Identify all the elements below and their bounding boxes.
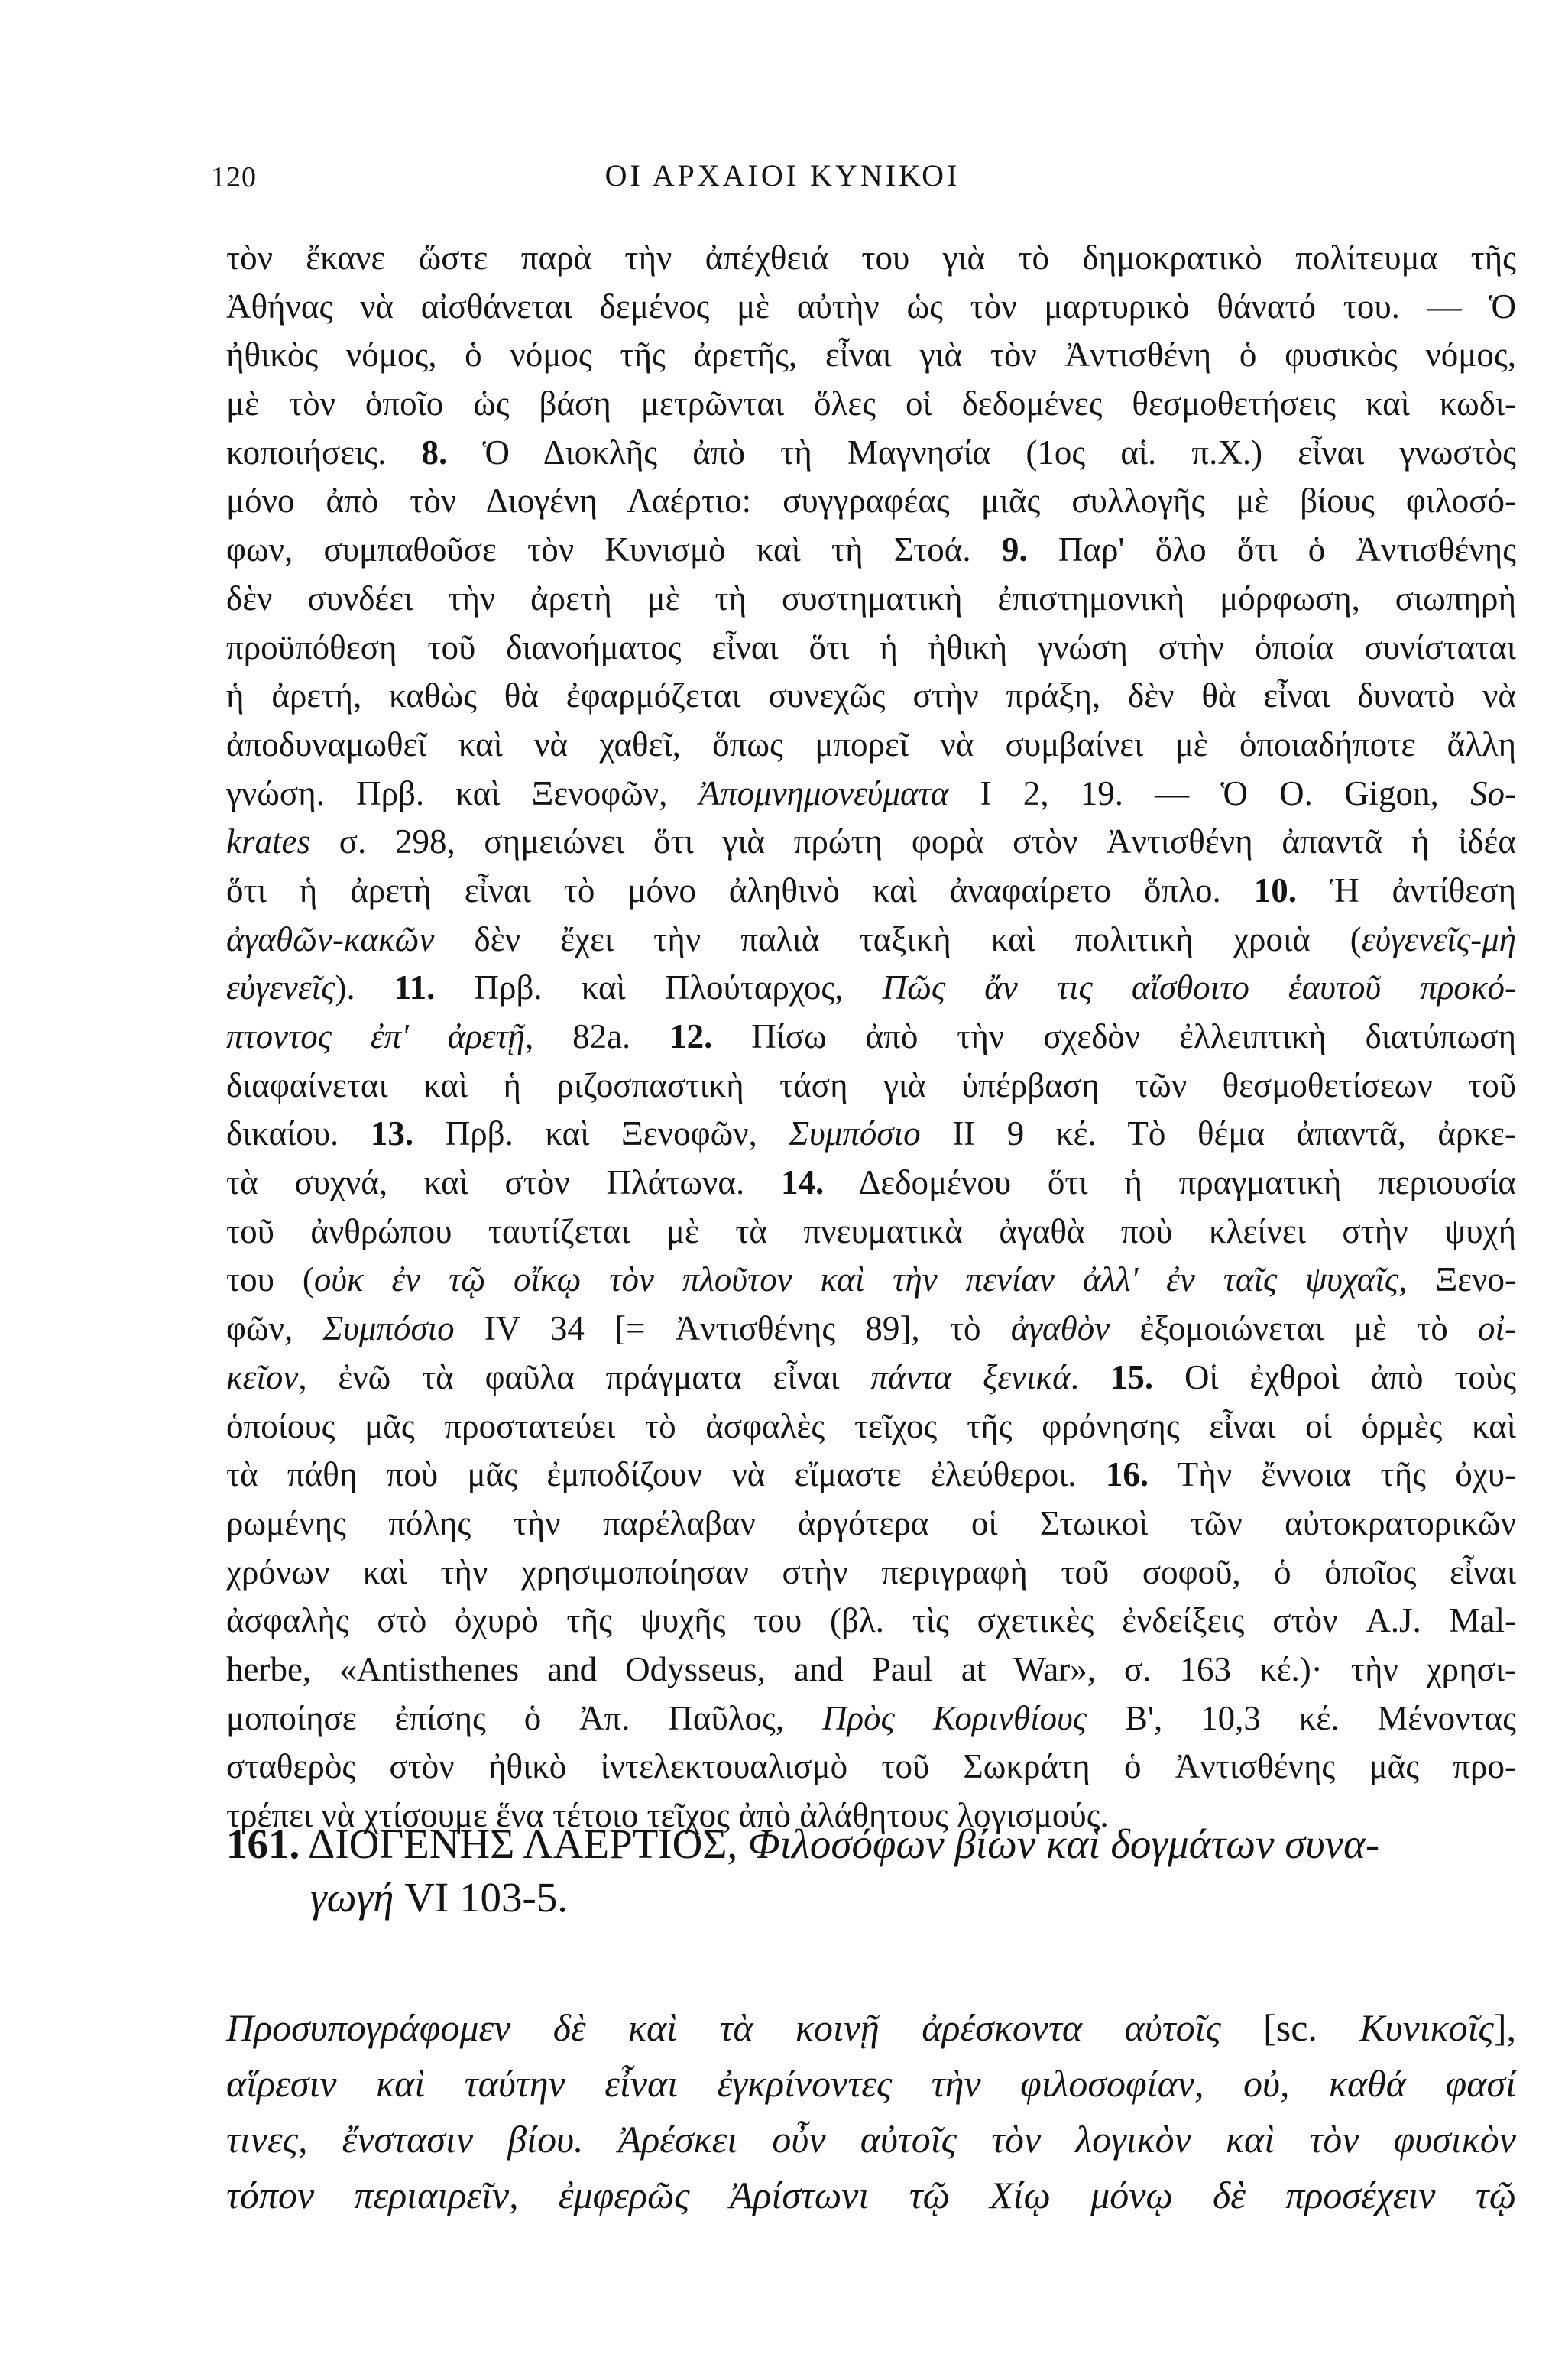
commentary-line (226, 283, 1516, 332)
italic-text: Φιλοσόφων βίων καὶ δογμάτων συνα- (747, 1821, 1380, 1867)
text-run: Κυνικοῖς (1359, 2006, 1494, 2049)
italic-text: ἀγαθῶν-κακῶν (226, 919, 435, 958)
source-line (226, 2168, 1516, 2223)
commentary-line (226, 1256, 1516, 1305)
text-run: τινες, ἔνστασιν βίου. Ἀρέσκει οὖν αὐτοῖς τὸν λογικὸν καὶ τὸν φυσικὸν (226, 2118, 1516, 2161)
text-run: ἡ ἀρετή, καθὼς θὰ ἐφαρμόζεται συνεχῶς στὴν πράξη, δὲν θὰ εἶναι δυνατὸ νὰ (226, 676, 1516, 715)
commentary-line (226, 526, 1516, 575)
commentary-line (226, 1402, 1516, 1451)
text-run: Πίσω ἀπὸ τὴν σχεδὸν ἐλλειπτικὴ διατύπωση (712, 1017, 1516, 1055)
text-run: ἠθικὸς νόμος, ὁ νόμος τῆς ἀρετῆς, εἶναι γιὰ τὸν Ἀντισθένη ὁ φυσικὸς νόμος, (226, 336, 1516, 375)
text-run: ὅτι ἡ ἀρετὴ εἶναι τὸ μόνο ἀληθινὸ καὶ ἀναφαίρετο ὅπλο. (226, 871, 1254, 910)
text-run: δικαίου. (226, 1114, 371, 1153)
text-run: τὸν ἔκανε ὥστε παρὰ τὴν ἀπέχθειά του γιὰ τὸ δημοκρατικὸ πολίτευμα τῆς (226, 238, 1516, 277)
text-run: δὲν συνδέει τὴν ἀρετὴ μὲ τὴ συστηματικὴ ἐπιστημονικὴ μόρφωση, σιωπηρὴ (226, 579, 1516, 618)
text-run: VI 103-5. (394, 1874, 569, 1921)
note-number: 14. (780, 1163, 825, 1202)
commentary-line (226, 575, 1516, 624)
text-run: , ἐνῶ τὰ φαῦλα πράγματα εἶναι (298, 1357, 871, 1396)
text-run: ἐξομοιώνεται μὲ τὸ (1110, 1309, 1479, 1348)
text-run: κοποιήσεις. (226, 433, 422, 472)
commentary-line (226, 1110, 1516, 1159)
text-run: μόνο ἀπὸ τὸν Διογένη Λαέρτιο: συγγραφέας μιᾶς συλλογῆς μὲ βίους φιλοσό- (226, 482, 1516, 520)
commentary-line (226, 1062, 1516, 1111)
source-text (226, 2000, 1516, 2223)
text-run: . (1070, 1357, 1110, 1396)
italic-text: εὐγενεῖς (226, 968, 335, 1007)
note-number: 16. (1105, 1455, 1149, 1494)
source-line (226, 2112, 1516, 2168)
commentary-line (226, 672, 1516, 721)
commentary-line (226, 1305, 1516, 1354)
commentary-line (226, 818, 1516, 867)
commentary-line (226, 1743, 1516, 1791)
commentary-line (226, 1013, 1516, 1062)
text-run: Ἡ ἀντίθεση (1296, 871, 1516, 910)
text-run: του ( (226, 1260, 314, 1299)
commentary-line (226, 916, 1516, 965)
text-run: τὰ πάθη ποὺ μᾶς ἐμποδίζουν νὰ εἴμαστε ἐλεύθεροι. (226, 1455, 1106, 1494)
text-run: Οἱ ἐχθροὶ ἀπὸ τοὺς (1153, 1357, 1517, 1396)
text-run: προϋπόθεση τοῦ διανοήματος εἶναι ὅτι ἡ ἠθικὴ γνώση στὴν ὁποία συνίσταται (226, 627, 1516, 666)
commentary-line (226, 331, 1516, 380)
text-run: ΔΙΟΓΕΝΗΣ ΛΑΕΡΤΙΟΣ, (300, 1821, 748, 1867)
text-run: herbe, «Antisthenes and Odysseus, and Paul at War», σ. 163 κέ.)· τὴν χρησι- (226, 1649, 1516, 1688)
commentary-line (226, 1694, 1516, 1743)
commentary-notes (226, 234, 1516, 1840)
commentary-line (226, 867, 1516, 916)
text-run: Δεδομένου ὅτι ἡ πραγματικὴ περιουσία (824, 1163, 1516, 1202)
text-run: ρωμένης πόλης τὴν παρέλαβαν ἀργότερα οἱ Στωικοὶ τῶν αὐτοκρατορικῶν (226, 1503, 1516, 1542)
text-run: Ὁ Διοκλῆς ἀπὸ τὴ Μαγνησία (1ος αἱ. π.Χ.) εἶναι γνωστὸς (447, 433, 1516, 472)
italic-text: Πρὸς Κορινθίους (822, 1698, 1087, 1737)
text-run: χρόνων καὶ τὴν χρησιμοποίησαν στὴν περιγραφὴ τοῦ σοφοῦ, ὁ ὁποῖος εἶναι (226, 1552, 1516, 1591)
text-run: IV 34 [= Ἀντισθένης 89], τὸ (454, 1309, 1011, 1348)
section-heading-line (226, 1871, 1516, 1924)
italic-text: οἰ- (1478, 1309, 1517, 1348)
section-heading-line (226, 1817, 1516, 1871)
text-run: σ. 298, σημειώνει ὅτι γιὰ πρώτη φορὰ στὸν Ἀντισθένη ἀπαντᾶ ἡ ἰδέα (309, 822, 1516, 861)
text-run: ). (335, 968, 394, 1007)
commentary-line (226, 721, 1516, 770)
commentary-line (226, 1548, 1516, 1597)
text-run: , 82a. (524, 1017, 670, 1055)
italic-text: πτοντος ἐπ' ἀρετῇ (226, 1017, 525, 1055)
note-number: 13. (370, 1114, 414, 1153)
italic-text: πάντα ξενικά (870, 1357, 1071, 1396)
text-run: μὲ τὸν ὁποῖο ὡς βάση μετρῶνται ὅλες οἱ δεδομένες θεσμοθετήσεις καὶ κωδι- (226, 384, 1516, 423)
text-run: τοῦ ἀνθρώπου ταυτίζεται μὲ τὰ πνευματικὰ ἀγαθὰ ποὺ κλείνει στὴν ψυχή (226, 1211, 1516, 1250)
section-heading (226, 1817, 1516, 1924)
text-run: , Ξενο- (1398, 1260, 1516, 1299)
note-number: 9. (1001, 530, 1028, 569)
italic-text: Πῶς ἄν τις αἴσθοιτο ἑαυτοῦ προκό- (882, 968, 1516, 1007)
text-run: Β', 10,3 κέ. Μένοντας (1087, 1698, 1517, 1737)
text-run: Προσυπογράφομεν δὲ καὶ τὰ κοινῇ ἀρέσκοντα αὐτοῖς (226, 2006, 1264, 2049)
text-run: μοποίησε ἐπίσης ὁ Ἀπ. Παῦλος, (226, 1698, 822, 1737)
text-run: τόπον περιαιρεῖν, ἐμφερῶς Ἀρίστωνι τῷ Χίῳ μόνῳ δὲ προσέχειν τῷ (226, 2174, 1516, 2216)
italic-text: Συμπόσιο (322, 1309, 455, 1348)
commentary-line (226, 1451, 1516, 1500)
text-run: ἀποδυναμωθεῖ καὶ νὰ χαθεῖ, ὅπως μπορεῖ νὰ συμβαίνει μὲ ὁποιαδήποτε ἄλλη (226, 725, 1516, 764)
commentary-line (226, 429, 1516, 478)
italic-text: So- (1470, 773, 1516, 812)
text-run: I 2, 19. — Ὁ O. Gigon, (948, 773, 1470, 812)
text-run: τὰ συχνά, καὶ στὸν Πλάτωνα. (226, 1163, 781, 1202)
commentary-line (226, 1208, 1516, 1256)
commentary-line (226, 234, 1516, 283)
commentary-line (226, 1597, 1516, 1646)
text-run: φων, συμπαθοῦσε τὸν Κυνισμὸ καὶ τὴ Στοά. (226, 530, 1002, 569)
italic-text: γωγή (310, 1874, 394, 1921)
page-number: 120 (211, 161, 257, 193)
note-number: 12. (669, 1017, 713, 1055)
text-run: ὁποίους μᾶς προστατεύει τὸ ἀσφαλὲς τεῖχος τῆς φρόνησης εἶναι οἱ ὁρμὲς καὶ (226, 1406, 1516, 1445)
running-title: ΟΙ ΑΡΧΑΙΟΙ ΚΥΝΙΚΟΙ (604, 158, 961, 193)
commentary-line (226, 1159, 1516, 1208)
italic-text: εὐγενεῖς-μὴ (1361, 919, 1516, 958)
text-run: Πρβ. καὶ Ξενοφῶν, (413, 1114, 789, 1153)
text-run: δὲν ἔχει τὴν παλιὰ ταξικὴ καὶ πολιτικὴ χροιὰ ( (434, 919, 1362, 958)
note-number: 15. (1110, 1357, 1154, 1396)
commentary-line (226, 1354, 1516, 1402)
section-number: 161. (226, 1821, 300, 1867)
commentary-line (226, 1500, 1516, 1548)
italic-text: Ἀπομνημονεύματα (698, 773, 949, 812)
note-number: 8. (421, 433, 448, 472)
text-run: γνώση. Πρβ. καὶ Ξενοφῶν, (226, 773, 699, 812)
text-run: Παρ' ὅλο ὅτι ὁ Ἀντισθένης (1027, 530, 1516, 569)
text-run: διαφαίνεται καὶ ἡ ριζοσπαστικὴ τάση γιὰ ὑπέρβαση τῶν θεσμοθετίσεων τοῦ (226, 1065, 1516, 1104)
upright-text: [sc. (1263, 2006, 1360, 2049)
source-line (226, 2000, 1516, 2056)
upright-text: ], (1493, 2006, 1516, 2049)
text-run: Πρβ. καὶ Πλούταρχος, (435, 968, 883, 1007)
text-run: II 9 κέ. Τὸ θέμα ἀπαντᾶ, ἀρκε- (920, 1114, 1517, 1153)
commentary-line (226, 1646, 1516, 1694)
text-run: ἀσφαλὴς στὸ ὀχυρὸ τῆς ψυχῆς του (βλ. τὶς σχετικὲς ἐνδείξεις στὸν A.J. Mal- (226, 1601, 1516, 1640)
italic-text: krates (226, 822, 310, 861)
italic-text: Συμπόσιο (789, 1114, 921, 1153)
italic-text: ἀγαθὸν (1010, 1309, 1110, 1348)
text-run: φῶν, (226, 1309, 323, 1348)
text-run: Ἀθήνας νὰ αἰσθάνεται δεμένος μὲ αὐτὴν ὡς τὸν μαρτυρικὸ θάνατό του. — Ὁ (226, 287, 1516, 326)
italic-text: οὐκ ἐν τῷ οἴκῳ τὸν πλοῦτον καὶ τὴν πενίαν ἀλλ' ἐν ταῖς ψυχαῖς (313, 1260, 1399, 1299)
commentary-line (226, 624, 1516, 673)
section-heading-text (300, 1821, 1379, 1867)
commentary-line (226, 380, 1516, 429)
text-run: τρέπει νὰ χτίσουμε ἕνα τέτοιο τεῖχος ἀπὸ ἀλάθητους λογισμούς. (226, 1796, 1109, 1834)
note-number: 11. (394, 968, 436, 1007)
commentary-line (226, 477, 1516, 526)
note-number: 10. (1253, 871, 1297, 910)
text-run: Τὴν ἔννοια τῆς ὀχυ- (1149, 1455, 1516, 1494)
commentary-line (226, 770, 1516, 819)
text-run: αἵρεσιν καὶ ταύτην εἶναι ἐγκρίνοντες τὴν φιλοσοφίαν, οὐ, καθά φασί (226, 2062, 1516, 2105)
italic-text: κεῖον (226, 1357, 299, 1396)
commentary-line (226, 964, 1516, 1013)
source-line (226, 2056, 1516, 2112)
text-run: σταθερὸς στὸν ἠθικὸ ἰντελεκτουαλισμὸ τοῦ Σωκράτη ὁ Ἀντισθένης μᾶς προ- (226, 1747, 1516, 1786)
